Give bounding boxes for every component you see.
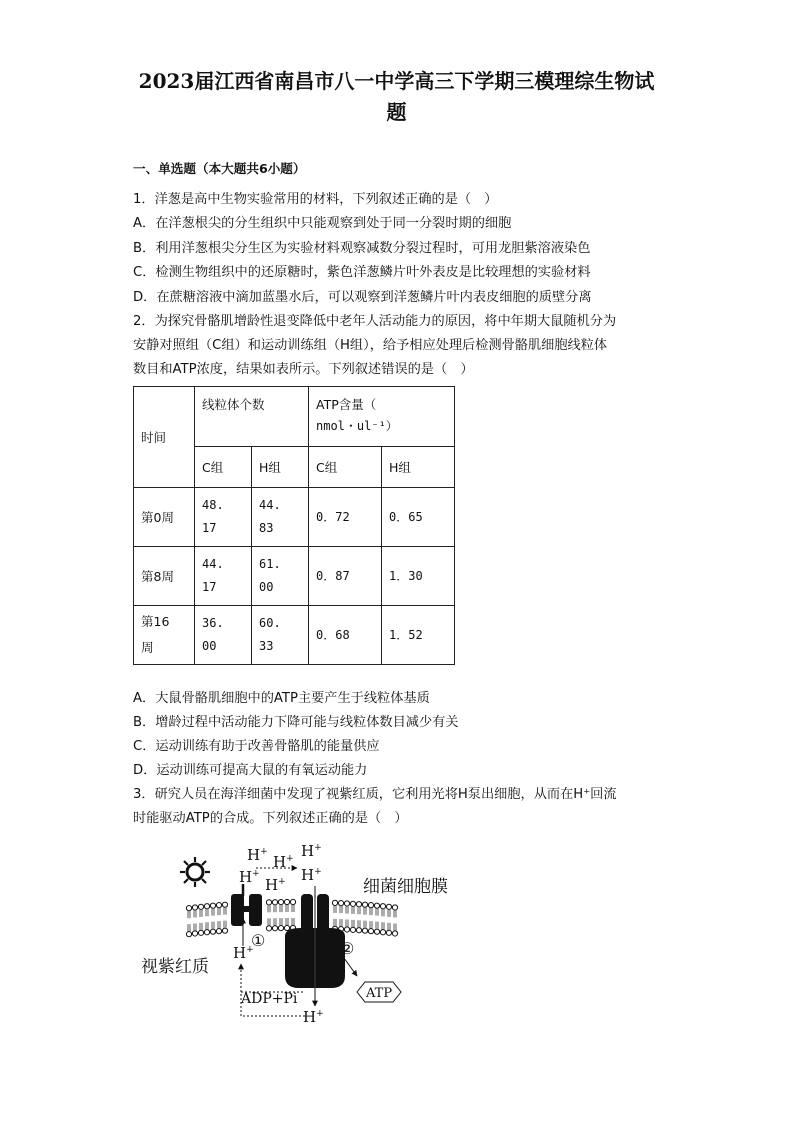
q3-stem-line-2: 时能驱动ATP的合成。下列叙述正确的是（ ） [133,811,408,826]
mito-h-cell: 60. 33 [252,606,309,665]
h-ion-label: H+ [247,846,268,864]
h-ion-label: H+ [273,853,294,871]
title-line-1: 2023届江西省南昌市八一中学高三下学期三模理综生物试 [138,69,655,93]
q2-option-d: D．运动训练可提高大鼠的有氧运动能力 [133,763,368,778]
q1-option-d: D．在蔗糖溶液中滴加蓝墨水后，可以观察到洋葱鳞片叶内表皮细胞的质壁分离 [133,290,592,305]
q1-option-b: B．利用洋葱根尖分生区为实验材料观察减数分裂过程时，可用龙胆紫溶液染色 [133,241,591,256]
atp-label: ATP [366,986,393,1001]
rhodopsin-protein [231,884,262,926]
time-cell: 第16 周 [134,606,195,665]
q1-option-c: C．检测生物组织中的还原糖时，紫色洋葱鳞片叶外表皮是比较理想的实验材料 [133,265,591,280]
atp-h-cell: 1．30 [382,547,455,606]
rhodopsin-membrane-figure [135,836,485,1031]
sun-icon [180,857,210,887]
rhodopsin-label: 视紫红质 [141,957,209,977]
title-line-2: 题 [386,100,407,124]
atp-h-cell: 0．65 [382,488,455,547]
atp-c-cell: 0．68 [309,606,382,665]
time-cell: 第8周 [134,547,195,606]
header-time: 时间 [134,387,195,488]
table-row [134,547,455,606]
mito-h-cell: 44. 83 [252,488,309,547]
h-ion-label: H+ [301,866,322,884]
header-mito-h-group: H组 [252,447,309,488]
atp-c-cell: 0．87 [309,547,382,606]
q2-option-b: B．增龄过程中活动能力下降可能与线粒体数目减少有关 [133,715,459,730]
h-ion-label: H+ [233,944,254,962]
h-ion-label: H+ [303,1008,324,1026]
circle-2-label: ② [340,939,355,958]
q2-option-a: A．大鼠骨骼肌细胞中的ATP主要产生于线粒体基质 [133,691,430,706]
header-mito-c-group: C组 [195,447,252,488]
q1-stem: 1．洋葱是高中生物实验常用的材料，下列叙述正确的是（ ） [133,192,498,207]
mito-c-cell: 48. 17 [195,488,252,547]
section-header: 一、单选题（本大题共6小题） [133,161,306,176]
table-row [134,606,455,665]
q3-stem-line-1: 3．研究人员在海洋细菌中发现了视紫红质，它利用光将H泵出细胞，从而在H⁺回流 [133,787,617,802]
h-ion-label: H+ [239,868,260,886]
circle-1-label: ① [251,931,266,950]
q2-option-c: C．运动训练有助于改善骨骼肌的能量供应 [133,739,380,754]
membrane-label: 细菌细胞膜 [363,877,448,897]
time-cell: 第0周 [134,488,195,547]
q1-option-a: A．在洋葱根尖的分生组织中只能观察到处于同一分裂时期的细胞 [133,216,512,231]
header-atp-line-2: nmol・ul⁻¹） [316,419,398,433]
h-ion-label: H+ [301,842,322,860]
q2-stem-line-1: 2．为探究骨骼肌增龄性退变降低中老年人活动能力的原因，将中年期大鼠随机分为 [133,314,617,329]
q2-stem-line-3: 数目和ATP浓度，结果如表所示。下列叙述错误的是（ ） [133,362,474,377]
adp-pi-label: ADP+Pi [241,991,298,1007]
header-atp-h-group: H组 [382,447,455,488]
header-mitochondria-count: 线粒体个数 [195,387,309,447]
document-title [60,66,733,128]
q2-stem-line-2: 安静对照组（C组）和运动训练组（H组），给予相应处理后检测骨骼肌细胞线粒体 [133,338,608,353]
mito-c-cell: 44. 17 [195,547,252,606]
header-atp-line-1: ATP含量（ [316,397,377,412]
h-ion-label: H+ [265,876,286,894]
mitochondria-atp-table [133,386,455,665]
mito-h-cell: 61. 00 [252,547,309,606]
table-row [134,488,455,547]
atp-c-cell: 0．72 [309,488,382,547]
header-atp-content [309,387,455,447]
header-atp-c-group: C组 [309,447,382,488]
mito-c-cell: 36. 00 [195,606,252,665]
atp-h-cell: 1．52 [382,606,455,665]
